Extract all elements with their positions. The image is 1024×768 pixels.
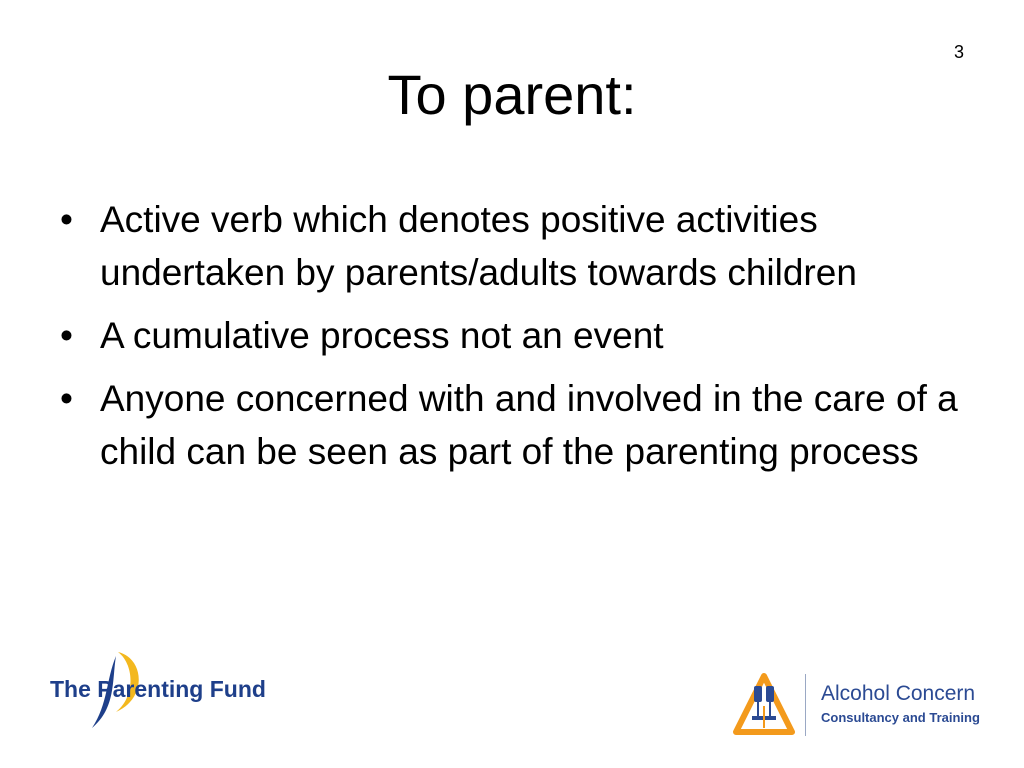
- bullet-text: Active verb which denotes positive activities undertaken by parents/adults towards children: [100, 199, 857, 293]
- bullet-text: Anyone concerned with and involved in the care of a child can be seen as part of the parenting process: [100, 378, 958, 472]
- bullet-item: [60, 309, 960, 362]
- slide-title: To parent:: [387, 63, 637, 126]
- logo-divider: [805, 674, 806, 736]
- bullet-list: [60, 193, 960, 488]
- bullet-dot: •: [60, 378, 73, 419]
- bullet-dot: •: [60, 199, 73, 240]
- alcohol-concern-logo: [728, 672, 988, 742]
- alcohol-concern-subtitle: Consultancy and Training: [821, 710, 980, 725]
- slide-number: 3: [953, 42, 964, 62]
- parenting-fund-text: The Parenting Fund: [50, 676, 266, 702]
- alcohol-concern-emblem-icon: [732, 672, 796, 736]
- bullet-item: [60, 372, 960, 478]
- parenting-fund-logo: [50, 650, 270, 730]
- bullet-text: A cumulative process not an event: [100, 315, 664, 356]
- alcohol-concern-name: Alcohol Concern: [821, 682, 976, 705]
- bullet-item: [60, 193, 960, 299]
- bullet-dot: •: [60, 315, 73, 356]
